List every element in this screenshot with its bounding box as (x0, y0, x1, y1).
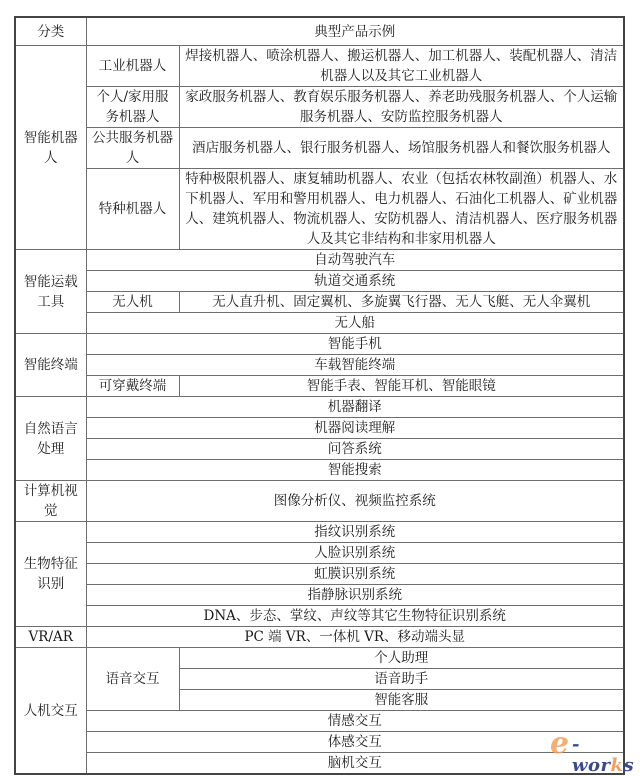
table-row (15, 627, 624, 648)
table-row (15, 606, 624, 627)
subcategory-industrial: 工业机器人 (86, 46, 179, 87)
table-row (15, 564, 624, 585)
table-row (15, 169, 624, 250)
examples-iris: 虹膜识别系统 (86, 564, 624, 585)
eworks-watermark-logo (548, 726, 638, 776)
watermark-text (572, 734, 638, 776)
examples-finger-vein: 指静脉识别系统 (86, 585, 624, 606)
category-biometrics: 生物特征识别 (15, 522, 86, 627)
examples-smart-customer-service: 智能客服 (179, 690, 624, 711)
examples-rail-transit: 轨道交通系统 (86, 271, 624, 292)
examples-smartphone: 智能手机 (86, 334, 624, 355)
category-terminals: 智能终端 (15, 334, 86, 397)
category-nlp: 自然语言处理 (15, 397, 86, 481)
examples-autonomous-car: 自动驾驶汽车 (86, 250, 624, 271)
table-row (15, 732, 624, 753)
examples-machine-translation: 机器翻译 (86, 397, 624, 418)
table-row (15, 753, 624, 775)
examples-qa-system: 问答系统 (86, 439, 624, 460)
table-row (15, 334, 624, 355)
examples-industrial: 焊接机器人、喷涂机器人、搬运机器人、加工机器人、装配机器人、清洁机器人以及其它工业机器人 (179, 46, 624, 87)
table-row (15, 271, 624, 292)
examples-wearable: 智能手表、智能耳机、智能眼镜 (179, 376, 624, 397)
subcategory-public-service: 公共服务机器人 (86, 128, 179, 169)
category-cv: 计算机视觉 (15, 481, 86, 522)
table-row (15, 648, 624, 669)
table-row (15, 397, 624, 418)
examples-brain-computer: 脑机交互 (86, 753, 624, 775)
table-row (15, 292, 624, 313)
subcategory-drone: 无人机 (86, 292, 179, 313)
examples-other-biometrics: DNA、步态、掌纹、声纹等其它生物特征识别系统 (86, 606, 624, 627)
table-row (15, 585, 624, 606)
subcategory-personal-home: 个人/家用服务机器人 (86, 87, 179, 128)
table-row (15, 522, 624, 543)
category-robots: 智能机器人 (15, 46, 86, 250)
table-row (15, 313, 624, 334)
table-row (15, 128, 624, 169)
examples-voice-assistant: 语音助手 (179, 669, 624, 690)
examples-vehicle-terminal: 车载智能终端 (86, 355, 624, 376)
examples-unmanned-ship: 无人船 (86, 313, 624, 334)
watermark-e-glyph: e (550, 726, 570, 761)
examples-personal-assistant: 个人助理 (179, 648, 624, 669)
ai-product-classification-table (14, 16, 625, 775)
table-row (15, 711, 624, 732)
watermark-text-main: -wor (572, 734, 611, 776)
table-row (15, 355, 624, 376)
subcategory-voice: 语音交互 (86, 648, 179, 711)
header-examples: 典型产品示例 (86, 17, 624, 46)
examples-face: 人脸识别系统 (86, 543, 624, 564)
watermark-text-k: k (610, 755, 624, 776)
examples-motion-interaction: 体感交互 (86, 732, 624, 753)
table-row (15, 439, 624, 460)
examples-reading-comprehension: 机器阅读理解 (86, 418, 624, 439)
table-row (15, 418, 624, 439)
examples-cv: 图像分析仪、视频监控系统 (86, 481, 624, 522)
examples-vrar: PC 端 VR、一体机 VR、移动端头显 (86, 627, 624, 648)
table-row (15, 481, 624, 522)
table-row (15, 460, 624, 481)
watermark-text-end: s (623, 755, 635, 776)
subcategory-special: 特种机器人 (86, 169, 179, 250)
subcategory-wearable: 可穿戴终端 (86, 376, 179, 397)
examples-drone: 无人直升机、固定翼机、多旋翼飞行器、无人飞艇、无人伞翼机 (179, 292, 624, 313)
examples-public-service: 酒店服务机器人、银行服务机器人、场馆服务机器人和餐饮服务机器人 (179, 128, 624, 169)
examples-special: 特种极限机器人、康复辅助机器人、农业（包括农林牧副渔）机器人、水下机器人、军用和警用机器人、电力机器人、石油化工机器人、矿业机器人、建筑机器人、物流机器人、安防机器人、清洁机器人、医疗服务机器人及其它非结构和非家用机器人 (179, 169, 624, 250)
category-vehicles: 智能运载工具 (15, 250, 86, 334)
header-row (15, 17, 624, 46)
table-row (15, 46, 624, 87)
table-row (15, 376, 624, 397)
examples-emotion-interaction: 情感交互 (86, 711, 624, 732)
examples-smart-search: 智能搜索 (86, 460, 624, 481)
header-category: 分类 (15, 17, 86, 46)
category-hci: 人机交互 (15, 648, 86, 775)
table-row (15, 543, 624, 564)
table-row (15, 250, 624, 271)
examples-personal-home: 家政服务机器人、教育娱乐服务机器人、养老助残服务机器人、个人运输服务机器人、安防监控服务机器人 (179, 87, 624, 128)
category-vrar: VR/AR (15, 627, 86, 648)
table-row (15, 87, 624, 128)
examples-fingerprint: 指纹识别系统 (86, 522, 624, 543)
